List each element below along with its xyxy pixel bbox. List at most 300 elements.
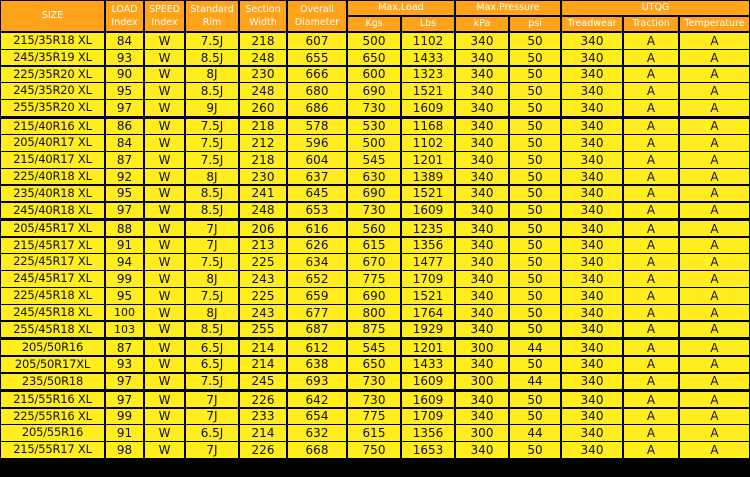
cell-treadwear: 340 — [562, 221, 622, 237]
cell-kgs: 615 — [348, 238, 400, 254]
cell-psi: 50 — [510, 254, 560, 270]
cell-psi: 50 — [510, 442, 560, 458]
cell-traction: A — [624, 203, 678, 219]
header-temperature — [680, 17, 749, 31]
cell-lbs: 1653 — [402, 442, 454, 458]
cell-speed-index: W — [145, 254, 184, 270]
cell-traction: A — [624, 169, 678, 185]
cell-treadwear: 340 — [562, 288, 622, 304]
cell-lbs: 1235 — [402, 221, 454, 237]
cell-temperature: A — [680, 288, 749, 304]
header-treadwear — [562, 17, 622, 31]
cell-load-index: 100 — [106, 305, 143, 321]
cell-section-width: 213 — [240, 238, 286, 254]
cell-kpa: 340 — [456, 152, 508, 168]
cell-size: 215/35R18 XL — [1, 33, 104, 49]
cell-kpa: 340 — [456, 322, 508, 338]
cell-load-index: 91 — [106, 425, 143, 441]
cell-section-width: 212 — [240, 135, 286, 151]
cell-speed-index: W — [145, 442, 184, 458]
cell-load-index: 95 — [106, 288, 143, 304]
cell-speed-index: W — [145, 221, 184, 237]
header-load-index-line1: LOAD — [111, 4, 138, 15]
cell-temperature: A — [680, 340, 749, 356]
cell-traction: A — [624, 271, 678, 287]
cell-temperature: A — [680, 238, 749, 254]
cell-load-index: 86 — [106, 119, 143, 135]
cell-psi: 50 — [510, 288, 560, 304]
cell-rim: 8J — [186, 305, 238, 321]
cell-kpa: 340 — [456, 100, 508, 116]
cell-rim: 7.5J — [186, 254, 238, 270]
cell-section-width: 230 — [240, 67, 286, 83]
cell-load-index: 98 — [106, 442, 143, 458]
cell-load-index: 97 — [106, 203, 143, 219]
cell-temperature: A — [680, 100, 749, 116]
cell-lbs: 1477 — [402, 254, 454, 270]
cell-kpa: 340 — [456, 442, 508, 458]
cell-load-index: 87 — [106, 152, 143, 168]
cell-temperature: A — [680, 305, 749, 321]
cell-temperature: A — [680, 425, 749, 441]
cell-psi: 50 — [510, 322, 560, 338]
cell-kpa: 340 — [456, 238, 508, 254]
cell-traction: A — [624, 425, 678, 441]
cell-section-width: 214 — [240, 425, 286, 441]
cell-temperature: A — [680, 221, 749, 237]
cell-psi: 50 — [510, 305, 560, 321]
cell-kgs: 730 — [348, 100, 400, 116]
cell-speed-index: W — [145, 392, 184, 408]
cell-psi: 50 — [510, 100, 560, 116]
header-max-pressure-label: Max.Pressure — [476, 2, 540, 14]
cell-size: 245/45R17 XL — [1, 271, 104, 287]
cell-section-width: 218 — [240, 119, 286, 135]
cell-temperature: A — [680, 169, 749, 185]
cell-kgs: 750 — [348, 442, 400, 458]
cell-treadwear: 340 — [562, 100, 622, 116]
header-lbs — [402, 17, 454, 31]
cell-temperature: A — [680, 203, 749, 219]
cell-section-width: 260 — [240, 100, 286, 116]
cell-overall-diameter: 666 — [288, 67, 346, 83]
cell-temperature: A — [680, 392, 749, 408]
header-section-width — [240, 1, 286, 31]
cell-load-index: 87 — [106, 340, 143, 356]
cell-lbs: 1764 — [402, 305, 454, 321]
cell-load-index: 90 — [106, 67, 143, 83]
cell-lbs: 1201 — [402, 340, 454, 356]
cell-size: 205/55R16 — [1, 425, 104, 441]
header-utqg-label: UTQG — [641, 2, 670, 14]
cell-kpa: 340 — [456, 33, 508, 49]
cell-rim: 7.5J — [186, 33, 238, 49]
cell-psi: 50 — [510, 409, 560, 425]
cell-section-width: 206 — [240, 221, 286, 237]
cell-kpa: 300 — [456, 374, 508, 390]
cell-lbs: 1609 — [402, 203, 454, 219]
cell-traction: A — [624, 442, 678, 458]
cell-rim: 7.5J — [186, 374, 238, 390]
cell-traction: A — [624, 100, 678, 116]
cell-overall-diameter: 626 — [288, 238, 346, 254]
cell-temperature: A — [680, 67, 749, 83]
cell-psi: 44 — [510, 340, 560, 356]
cell-section-width: 214 — [240, 357, 286, 373]
cell-psi: 50 — [510, 203, 560, 219]
cell-overall-diameter: 632 — [288, 425, 346, 441]
cell-lbs: 1168 — [402, 119, 454, 135]
cell-kpa: 300 — [456, 340, 508, 356]
cell-kpa: 340 — [456, 186, 508, 202]
cell-psi: 50 — [510, 186, 560, 202]
cell-kpa: 340 — [456, 357, 508, 373]
cell-speed-index: W — [145, 67, 184, 83]
cell-section-width: 241 — [240, 186, 286, 202]
cell-rim: 8.5J — [186, 203, 238, 219]
cell-lbs: 1201 — [402, 152, 454, 168]
cell-kpa: 340 — [456, 392, 508, 408]
cell-traction: A — [624, 238, 678, 254]
cell-load-index: 97 — [106, 100, 143, 116]
cell-temperature: A — [680, 119, 749, 135]
cell-treadwear: 340 — [562, 135, 622, 151]
cell-treadwear: 340 — [562, 83, 622, 99]
cell-load-index: 84 — [106, 135, 143, 151]
cell-load-index: 97 — [106, 392, 143, 408]
header-speed-index-line1: SPEED — [148, 4, 181, 15]
cell-speed-index: W — [145, 425, 184, 441]
cell-speed-index: W — [145, 135, 184, 151]
cell-temperature: A — [680, 357, 749, 373]
header-speed-index-line2: Index — [151, 16, 178, 28]
cell-speed-index: W — [145, 83, 184, 99]
cell-speed-index: W — [145, 50, 184, 66]
cell-traction: A — [624, 119, 678, 135]
cell-overall-diameter: 637 — [288, 169, 346, 185]
header-max-load-label: Max.Load — [378, 2, 424, 14]
cell-section-width: 225 — [240, 288, 286, 304]
cell-overall-diameter: 686 — [288, 100, 346, 116]
header-kpa — [456, 17, 508, 31]
cell-lbs: 1709 — [402, 271, 454, 287]
cell-size: 205/50R17XL — [1, 357, 104, 373]
cell-load-index: 88 — [106, 221, 143, 237]
cell-psi: 50 — [510, 271, 560, 287]
cell-kgs: 650 — [348, 50, 400, 66]
cell-temperature: A — [680, 50, 749, 66]
cell-psi: 50 — [510, 50, 560, 66]
header-load-index — [106, 1, 143, 31]
cell-kgs: 500 — [348, 33, 400, 49]
cell-overall-diameter: 642 — [288, 392, 346, 408]
cell-treadwear: 340 — [562, 271, 622, 287]
cell-kgs: 775 — [348, 409, 400, 425]
cell-traction: A — [624, 83, 678, 99]
cell-speed-index: W — [145, 119, 184, 135]
cell-speed-index: W — [145, 409, 184, 425]
header-traction-label: Traction — [632, 18, 670, 30]
cell-overall-diameter: 655 — [288, 50, 346, 66]
cell-load-index: 92 — [106, 169, 143, 185]
cell-overall-diameter: 652 — [288, 271, 346, 287]
cell-psi: 50 — [510, 152, 560, 168]
header-section-width-line2: Width — [249, 16, 277, 28]
cell-size: 215/55R17 XL — [1, 442, 104, 458]
cell-speed-index: W — [145, 169, 184, 185]
cell-overall-diameter: 653 — [288, 203, 346, 219]
cell-kgs: 875 — [348, 322, 400, 338]
cell-kpa: 340 — [456, 221, 508, 237]
cell-overall-diameter: 634 — [288, 254, 346, 270]
cell-section-width: 226 — [240, 392, 286, 408]
cell-psi: 50 — [510, 238, 560, 254]
cell-load-index: 93 — [106, 50, 143, 66]
cell-treadwear: 340 — [562, 409, 622, 425]
cell-kpa: 340 — [456, 254, 508, 270]
cell-treadwear: 340 — [562, 374, 622, 390]
cell-temperature: A — [680, 442, 749, 458]
cell-lbs: 1323 — [402, 67, 454, 83]
cell-kpa: 340 — [456, 135, 508, 151]
cell-section-width: 243 — [240, 271, 286, 287]
cell-traction: A — [624, 50, 678, 66]
cell-size: 245/45R18 XL — [1, 305, 104, 321]
cell-overall-diameter: 693 — [288, 374, 346, 390]
cell-section-width: 255 — [240, 322, 286, 338]
header-standard-rim — [186, 1, 238, 31]
cell-rim: 8.5J — [186, 50, 238, 66]
cell-size: 245/35R20 XL — [1, 83, 104, 99]
cell-treadwear: 340 — [562, 238, 622, 254]
cell-load-index: 84 — [106, 33, 143, 49]
cell-kpa: 340 — [456, 119, 508, 135]
cell-rim: 7J — [186, 409, 238, 425]
cell-size: 255/35R20 XL — [1, 100, 104, 116]
cell-treadwear: 340 — [562, 50, 622, 66]
cell-kpa: 340 — [456, 271, 508, 287]
header-size-label: SIZE — [41, 10, 64, 22]
cell-overall-diameter: 677 — [288, 305, 346, 321]
cell-kgs: 600 — [348, 67, 400, 83]
cell-lbs: 1929 — [402, 322, 454, 338]
header-section-width-line1: Section — [245, 4, 281, 15]
cell-rim: 6.5J — [186, 425, 238, 441]
cell-traction: A — [624, 254, 678, 270]
header-load-index-line2: Index — [111, 16, 138, 28]
cell-kpa: 340 — [456, 169, 508, 185]
cell-temperature: A — [680, 271, 749, 287]
cell-kgs: 530 — [348, 119, 400, 135]
cell-kgs: 690 — [348, 83, 400, 99]
cell-temperature: A — [680, 83, 749, 99]
header-traction — [624, 17, 678, 31]
cell-psi: 50 — [510, 392, 560, 408]
cell-size: 225/40R18 XL — [1, 169, 104, 185]
cell-traction: A — [624, 374, 678, 390]
cell-traction: A — [624, 33, 678, 49]
cell-kgs: 650 — [348, 357, 400, 373]
cell-rim: 7J — [186, 221, 238, 237]
header-overall-diameter — [288, 1, 346, 31]
cell-size: 215/40R17 XL — [1, 152, 104, 168]
cell-temperature: A — [680, 186, 749, 202]
cell-kgs: 775 — [348, 271, 400, 287]
cell-treadwear: 340 — [562, 169, 622, 185]
cell-size: 215/40R16 XL — [1, 119, 104, 135]
cell-load-index: 95 — [106, 186, 143, 202]
cell-treadwear: 340 — [562, 186, 622, 202]
cell-kpa: 300 — [456, 425, 508, 441]
cell-kgs: 560 — [348, 221, 400, 237]
cell-section-width: 226 — [240, 442, 286, 458]
cell-overall-diameter: 578 — [288, 119, 346, 135]
cell-load-index: 94 — [106, 254, 143, 270]
cell-psi: 50 — [510, 221, 560, 237]
cell-rim: 8J — [186, 67, 238, 83]
cell-kpa: 340 — [456, 288, 508, 304]
header-kgs-label: Kgs — [365, 18, 383, 30]
cell-size: 215/45R17 XL — [1, 238, 104, 254]
cell-treadwear: 340 — [562, 119, 622, 135]
cell-size: 205/40R17 XL — [1, 135, 104, 151]
cell-psi: 50 — [510, 119, 560, 135]
cell-size: 245/35R19 XL — [1, 50, 104, 66]
cell-treadwear: 340 — [562, 33, 622, 49]
cell-section-width: 230 — [240, 169, 286, 185]
cell-traction: A — [624, 322, 678, 338]
cell-lbs: 1609 — [402, 100, 454, 116]
cell-psi: 50 — [510, 169, 560, 185]
cell-overall-diameter: 596 — [288, 135, 346, 151]
header-temperature-label: Temperature — [684, 18, 745, 30]
cell-lbs: 1356 — [402, 238, 454, 254]
cell-temperature: A — [680, 409, 749, 425]
header-psi-label: psi — [528, 18, 542, 30]
cell-treadwear: 340 — [562, 425, 622, 441]
cell-speed-index: W — [145, 357, 184, 373]
cell-size: 235/40R18 XL — [1, 186, 104, 202]
cell-speed-index: W — [145, 100, 184, 116]
cell-rim: 8.5J — [186, 83, 238, 99]
cell-traction: A — [624, 357, 678, 373]
header-overall-diameter-line1: Overall — [300, 4, 334, 15]
cell-size: 225/45R17 XL — [1, 254, 104, 270]
cell-kpa: 340 — [456, 83, 508, 99]
cell-speed-index: W — [145, 271, 184, 287]
cell-size: 205/50R16 — [1, 340, 104, 356]
cell-load-index: 93 — [106, 357, 143, 373]
cell-temperature: A — [680, 374, 749, 390]
cell-section-width: 214 — [240, 340, 286, 356]
cell-overall-diameter: 654 — [288, 409, 346, 425]
cell-temperature: A — [680, 322, 749, 338]
cell-overall-diameter: 604 — [288, 152, 346, 168]
cell-psi: 50 — [510, 357, 560, 373]
header-treadwear-label: Treadwear — [567, 18, 617, 30]
cell-psi: 50 — [510, 83, 560, 99]
header-size — [1, 1, 104, 31]
cell-size: 225/55R16 XL — [1, 409, 104, 425]
cell-traction: A — [624, 305, 678, 321]
cell-size: 245/40R18 XL — [1, 203, 104, 219]
cell-overall-diameter: 659 — [288, 288, 346, 304]
cell-lbs: 1102 — [402, 33, 454, 49]
cell-overall-diameter: 612 — [288, 340, 346, 356]
cell-rim: 8.5J — [186, 322, 238, 338]
cell-load-index: 99 — [106, 271, 143, 287]
cell-lbs: 1102 — [402, 135, 454, 151]
cell-load-index: 91 — [106, 238, 143, 254]
cell-speed-index: W — [145, 374, 184, 390]
cell-overall-diameter: 680 — [288, 83, 346, 99]
cell-treadwear: 340 — [562, 357, 622, 373]
cell-rim: 7J — [186, 442, 238, 458]
cell-lbs: 1356 — [402, 425, 454, 441]
cell-temperature: A — [680, 33, 749, 49]
header-speed-index — [145, 1, 184, 31]
cell-overall-diameter: 638 — [288, 357, 346, 373]
cell-overall-diameter: 668 — [288, 442, 346, 458]
header-max-pressure — [456, 1, 560, 15]
cell-temperature: A — [680, 135, 749, 151]
cell-section-width: 248 — [240, 50, 286, 66]
cell-lbs: 1521 — [402, 288, 454, 304]
cell-overall-diameter: 645 — [288, 186, 346, 202]
cell-traction: A — [624, 67, 678, 83]
cell-traction: A — [624, 340, 678, 356]
cell-kgs: 545 — [348, 152, 400, 168]
cell-speed-index: W — [145, 238, 184, 254]
cell-section-width: 218 — [240, 33, 286, 49]
cell-kgs: 730 — [348, 374, 400, 390]
cell-kgs: 690 — [348, 288, 400, 304]
cell-traction: A — [624, 409, 678, 425]
header-max-load — [348, 1, 454, 15]
header-standard-rim-line1: Standard — [190, 4, 234, 15]
cell-kpa: 340 — [456, 409, 508, 425]
cell-size: 255/45R18 XL — [1, 322, 104, 338]
cell-treadwear: 340 — [562, 322, 622, 338]
cell-treadwear: 340 — [562, 442, 622, 458]
cell-treadwear: 340 — [562, 152, 622, 168]
cell-treadwear: 340 — [562, 67, 622, 83]
cell-section-width: 218 — [240, 152, 286, 168]
cell-rim: 7.5J — [186, 119, 238, 135]
cell-kpa: 340 — [456, 67, 508, 83]
cell-size: 235/50R18 — [1, 374, 104, 390]
cell-rim: 7.5J — [186, 288, 238, 304]
cell-kgs: 545 — [348, 340, 400, 356]
cell-lbs: 1433 — [402, 50, 454, 66]
cell-treadwear: 340 — [562, 392, 622, 408]
cell-treadwear: 340 — [562, 305, 622, 321]
cell-rim: 6.5J — [186, 357, 238, 373]
cell-treadwear: 340 — [562, 340, 622, 356]
cell-overall-diameter: 687 — [288, 322, 346, 338]
cell-psi: 50 — [510, 33, 560, 49]
cell-load-index: 99 — [106, 409, 143, 425]
cell-temperature: A — [680, 152, 749, 168]
cell-lbs: 1709 — [402, 409, 454, 425]
cell-size: 225/35R20 XL — [1, 67, 104, 83]
cell-speed-index: W — [145, 340, 184, 356]
cell-lbs: 1433 — [402, 357, 454, 373]
cell-overall-diameter: 607 — [288, 33, 346, 49]
cell-section-width: 243 — [240, 305, 286, 321]
cell-psi: 50 — [510, 67, 560, 83]
cell-load-index: 97 — [106, 374, 143, 390]
